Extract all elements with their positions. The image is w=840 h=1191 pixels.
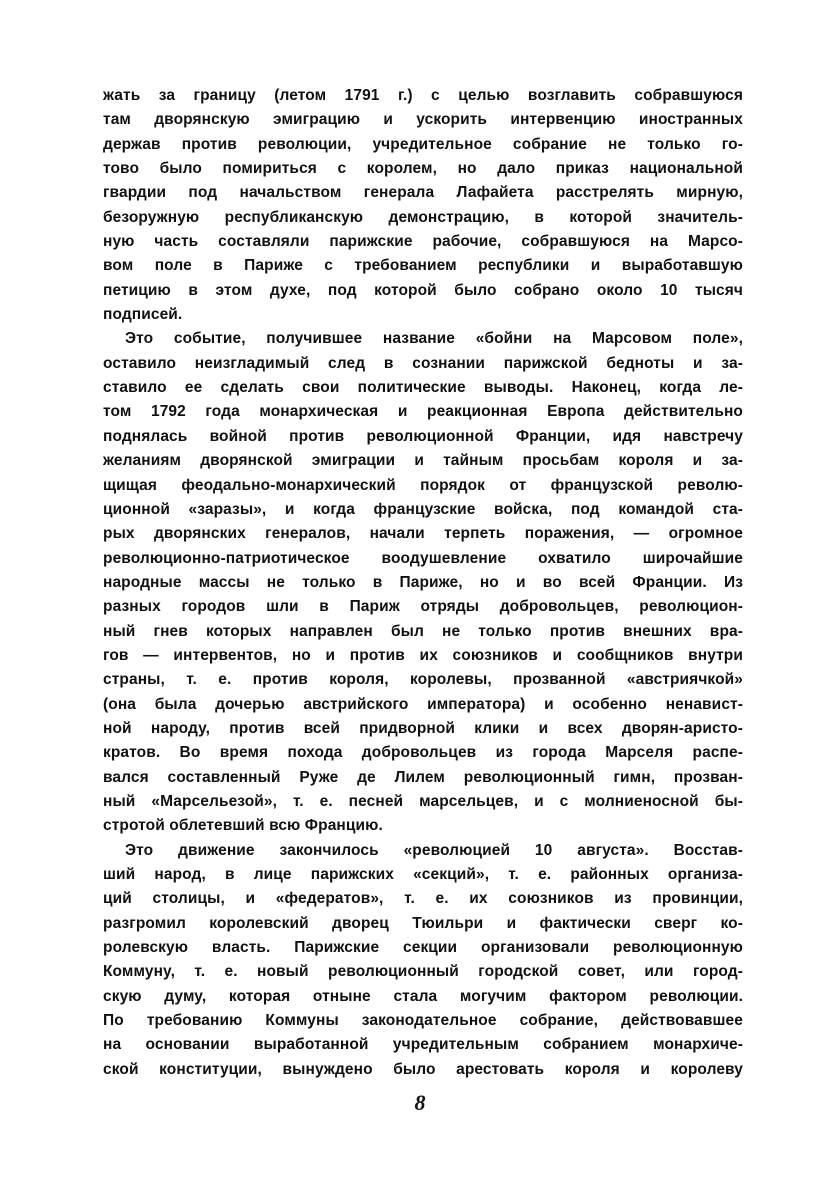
text-line: щищая феодально-монархический порядок от французской револю- [103,476,743,494]
text-line: оставило неизгладимый след в сознании парижской бедноты и за- [103,354,743,372]
text-line: Это событие, получившее название «бойни на Марсовом поле», [125,330,743,348]
text-line: подписей. [103,306,183,324]
paragraph-1 [103,84,743,327]
text-line: ную часть составляли парижские рабочие, собравшуюся на Марсо- [103,233,743,251]
text-line: рых дворянских генералов, начали терпеть поражения, — огромное [103,525,743,543]
text-line: вом поле в Париже с требованием республики и выработавшую [103,257,743,275]
text-line: страны, т. е. против короля, королевы, прозванной «австриячкой» [103,671,743,689]
text-line: революционно-патриотическое воодушевление охватило широчайшие [103,549,743,567]
text-line: Это движение закончилось «революцией 10 августа». Восстав- [125,841,743,859]
text-line: ционной «заразы», и когда французские войска, под командой ста- [103,500,743,518]
text-line: Коммуну, т. е. новый революционный городской совет, или город- [103,963,743,981]
text-line: народные массы не только в Париже, но и во всей Франции. Из [103,573,743,591]
text-line: вался составленный Руже де Лилем революционный гимн, прозван- [103,768,743,786]
text-line: ный «Марсельезой», т. е. песней марсельцев, и с молниеносной бы- [103,792,743,810]
text-line: поднялась войной против революционной Франции, идя навстречу [103,427,743,445]
text-column [103,84,743,1082]
text-line: безоружную республиканскую демонстрацию, в которой значитель- [103,208,743,226]
text-line: ный гнев которых направлен был не только против внешних вра- [103,622,743,640]
paragraph-3 [103,839,743,1082]
text-line: жать за границу (летом 1791 г.) с целью возглавить собравшуюся [103,87,743,104]
text-line: разных городов шли в Париж отряды добровольцев, революцион- [103,598,743,616]
text-line: ставило ее сделать свои политические выводы. Наконец, когда ле- [103,379,743,397]
text-line: там дворянскую эмиграцию и ускорить интервенцию иностранных [103,111,743,129]
text-line: ций столицы, и «федератов», т. е. их союзников из провинции, [103,890,743,908]
text-line: держав против революции, учредительное собрание не только го- [103,135,743,153]
text-line: стротой облетевший всю Францию. [103,817,383,835]
paragraph-2 [103,327,743,838]
text-line: гвардии под начальством генерала Лафайета расстрелять мирную, [103,184,743,202]
page-number: 8 [414,1090,426,1115]
text-line: петицию в этом духе, под которой было собрано около 10 тысяч [103,281,743,299]
text-line: скую думу, которая отныне стала могучим фактором революции. [103,987,743,1005]
text-line: гов — интервентов, но и против их союзников и сообщников внутри [103,646,743,664]
text-line: ной народу, против всей придворной клики и всех дворян-аристо- [103,719,743,737]
text-line: ской конституции, вынуждено было арестовать короля и королеву [103,1060,743,1078]
text-line: По требованию Коммуны законодательное собрание, действовавшее [103,1012,743,1030]
text-line: ший народ, в лице парижских «секций», т. е. районных организа- [103,866,743,883]
text-line: на основании выработанной учредительным собранием монархиче- [103,1036,743,1054]
text-line: кратов. Во время похода добровольцев из города Марселя распе- [103,744,743,762]
text-line: ролевскую власть. Парижские секции организовали революционную [103,939,743,957]
text-line: том 1792 года монархическая и реакционная Европа действительно [103,403,743,421]
text-line: разгромил королевский дворец Тюильри и фактически сверг ко- [103,914,743,932]
text-line: желаниям дворянской эмиграции и тайным просьбам короля и за- [103,452,743,470]
text-line: тово было помириться с королем, но дало приказ национальной [103,160,743,178]
text-line: (она была дочерью австрийского императора) и особенно ненавист- [103,695,743,713]
